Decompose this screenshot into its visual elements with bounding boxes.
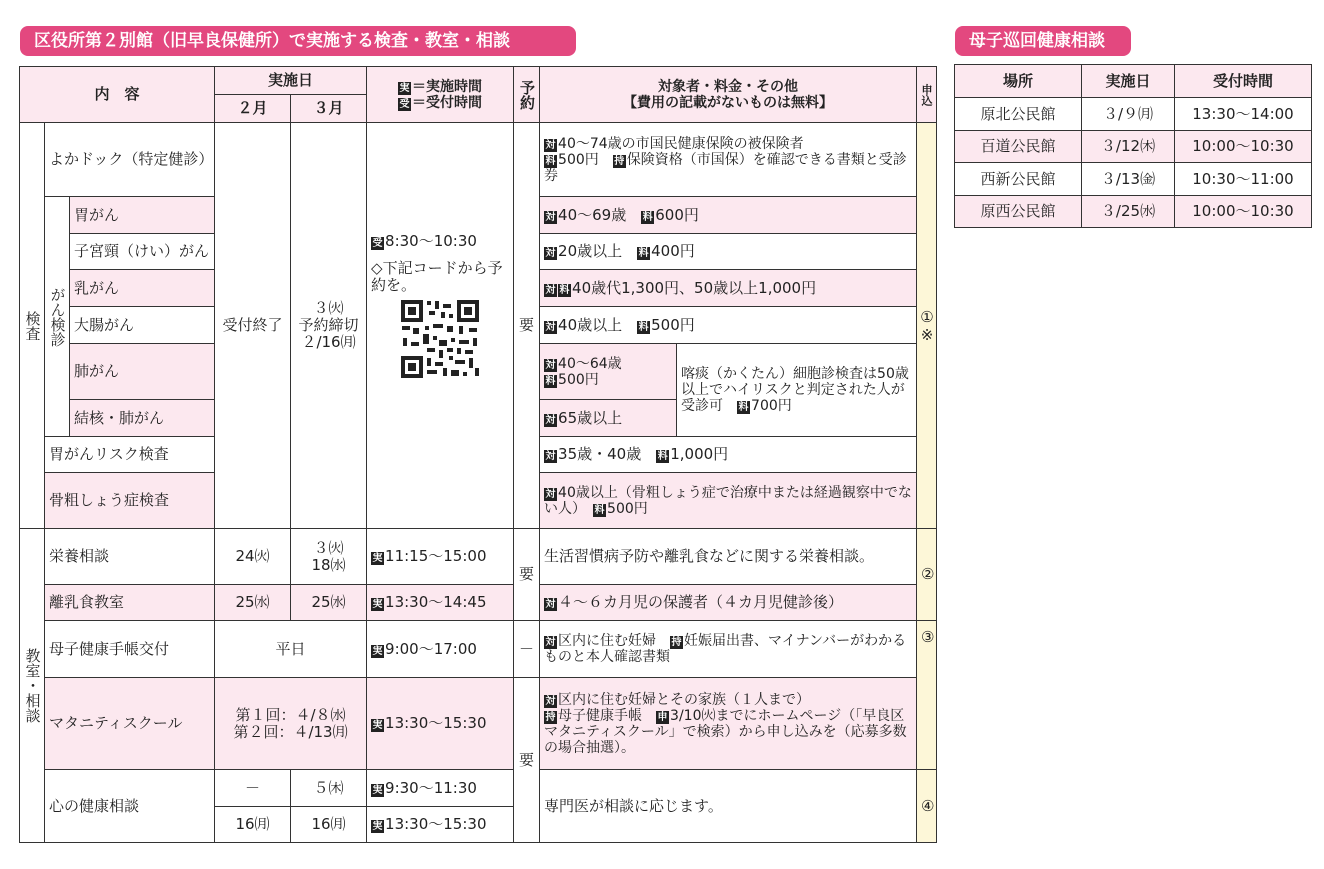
side-row-time: 10:30～11:00 (1175, 163, 1312, 196)
boshi-date: 平日 (215, 621, 367, 678)
kensa-mark: ①※ (917, 123, 937, 529)
kensa-reserve: 要 (514, 123, 540, 529)
rinyu-feb: 25㈬ (215, 585, 291, 621)
side-header-date: 実施日 (1082, 65, 1175, 98)
rinyu-target: 対 ４～６カ月児の保護者（４カ月児健診後） (540, 585, 917, 621)
header-feb: ２月 (215, 95, 291, 123)
header-content: 内 容 (20, 67, 215, 123)
yoka-target: 対 40～74歳の市国民健康保険の被保険者 料 500円 持 保険資格（市国保）を確認できる書類と受診券 (540, 123, 917, 197)
maternity-target: 対 区内に住む妊婦とその家族（１人まで） 持 母子健康手帳 申 3/10㈫までにホームページ（「早良区 マタニティスクール」で検索）から申し込みを（応募多数の場合抽選）。 (540, 678, 917, 770)
header-time: 実 ＝実施時間 受 ＝受付時間 (367, 67, 514, 123)
uke-badge: 受 (399, 98, 410, 110)
side-header-place: 場所 (955, 65, 1082, 98)
main-schedule-table (19, 66, 937, 843)
eiyo-name: 栄養相談 (45, 529, 215, 585)
cancer-target-2: 対 料 40歳代1,300円、50歳以上1,000円 (540, 270, 917, 307)
lung-note: 喀痰（かくたん）細胞診検査は50歳以上でハイリスクと判定された人が受診可 料 700円 (677, 344, 917, 437)
side-header-time: 受付時間 (1175, 65, 1312, 98)
header-target: 対象者・料金・その他 【費用の記載がないものは無料】 (540, 67, 917, 123)
header-date: 実施日 (215, 67, 367, 95)
side-row-time: 13:30～14:00 (1175, 98, 1312, 131)
cancer-name-1: 子宮頸（けい）がん (70, 234, 215, 270)
kensa-time: 受 8:30～10:30 ◇下記コードから予約を。 (367, 123, 514, 529)
cancer-name-3: 大腸がん (70, 307, 215, 344)
side-row-place: 西新公民館 (955, 163, 1082, 196)
rinyu-name: 離乳食教室 (45, 585, 215, 621)
kokoro-name: 心の健康相談 (45, 770, 215, 843)
eiyo-reserve: 要 (514, 529, 540, 621)
gan-label: がん検診 (45, 197, 70, 437)
section-kensa: 検査 (20, 123, 45, 529)
eiyo-feb: 24㈫ (215, 529, 291, 585)
kokoro-time-1: 実 9:30～11:30 (367, 770, 514, 807)
header-reserve: 予約 (514, 67, 540, 123)
bone-name: 骨粗しょう症検査 (45, 473, 215, 529)
mark-2: ② (917, 529, 937, 621)
side-row-place: 百道公民館 (955, 131, 1082, 163)
side-row-time: 10:00～10:30 (1175, 131, 1312, 163)
cancer-name-2: 乳がん (70, 270, 215, 307)
maternity-reserve: 要 (514, 678, 540, 843)
kokoro-mar-1: ５㈭ (291, 770, 367, 807)
boshi-target: 対 区内に住む妊婦 持 妊娠届出書、マイナンバーがわかるものと本人確認書類 (540, 621, 917, 678)
boshi-reserve: － (514, 621, 540, 678)
side-table (954, 64, 1312, 228)
side-row-time: 10:00～10:30 (1175, 196, 1312, 228)
yoka-name: よかドック（特定健診） (45, 123, 215, 197)
kokoro-time-2: 実 13:30～15:30 (367, 807, 514, 843)
jitsu-badge: 実 (399, 82, 410, 94)
side-row-date: ３/13㈮ (1082, 163, 1175, 196)
eiyo-mar: ３㈫ 18㈬ (291, 529, 367, 585)
eiyo-note: 生活習慣病予防や離乳食などに関する栄養相談。 (540, 529, 917, 585)
side-row-date: ３/９㈪ (1082, 98, 1175, 131)
header-mar: ３月 (291, 95, 367, 123)
header-moushikomi: 申込 (917, 67, 937, 123)
kokoro-feb-1: － (215, 770, 291, 807)
cancer-target-1: 対 20歳以上 料 400円 (540, 234, 917, 270)
side-row-place: 原北公民館 (955, 98, 1082, 131)
eiyo-time: 実 11:15～15:00 (367, 529, 514, 585)
side-section-title: 母子巡回健康相談 (955, 26, 1131, 56)
side-row-date: ３/12㈭ (1082, 131, 1175, 163)
kokoro-note: 専門医が相談に応じます。 (540, 770, 917, 843)
kokoro-mar-2: 16㈪ (291, 807, 367, 843)
bone-target: 対 40歳以上（骨粗しょう症で治療中または経過観察中でない人） 料 500円 (540, 473, 917, 529)
main-section-title: 区役所第２別館（旧早良保健所）で実施する検査・教室・相談 (20, 26, 576, 56)
mark-3: ③ (917, 621, 937, 770)
boshi-name: 母子健康手帳交付 (45, 621, 215, 678)
section-kyoshitsu: 教室・相談 (20, 529, 45, 843)
rinyu-time: 実 13:30～14:45 (367, 585, 514, 621)
maternity-date: 第１回：４/８㈬ 第２回：４/13㈪ (215, 678, 367, 770)
risk-name: 胃がんリスク検査 (45, 437, 215, 473)
kokoro-feb-2: 16㈪ (215, 807, 291, 843)
kensa-feb: 受付終了 (215, 123, 291, 529)
cancer-target-4: 対 40～64歳 料 500円 (540, 344, 677, 400)
mark-4: ④ (917, 770, 937, 843)
rinyu-mar: 25㈬ (291, 585, 367, 621)
maternity-name: マタニティスクール (45, 678, 215, 770)
kensa-mar: ３㈫ 予約締切 ２/16㈪ (291, 123, 367, 529)
side-row-place: 原西公民館 (955, 196, 1082, 228)
cancer-name-0: 胃がん (70, 197, 215, 234)
qr-code[interactable] (399, 298, 481, 380)
boshi-time: 実 9:00～17:00 (367, 621, 514, 678)
maternity-time: 実 13:30～15:30 (367, 678, 514, 770)
cancer-target-3: 対 40歳以上 料 500円 (540, 307, 917, 344)
cancer-name-4: 肺がん (70, 344, 215, 400)
side-row-date: ３/25㈬ (1082, 196, 1175, 228)
risk-target: 対 35歳・40歳 料 1,000円 (540, 437, 917, 473)
cancer-name-5: 結核・肺がん (70, 400, 215, 437)
cancer-target-0: 対 40～69歳 料 600円 (540, 197, 917, 234)
cancer-target-5: 対 65歳以上 (540, 400, 677, 437)
